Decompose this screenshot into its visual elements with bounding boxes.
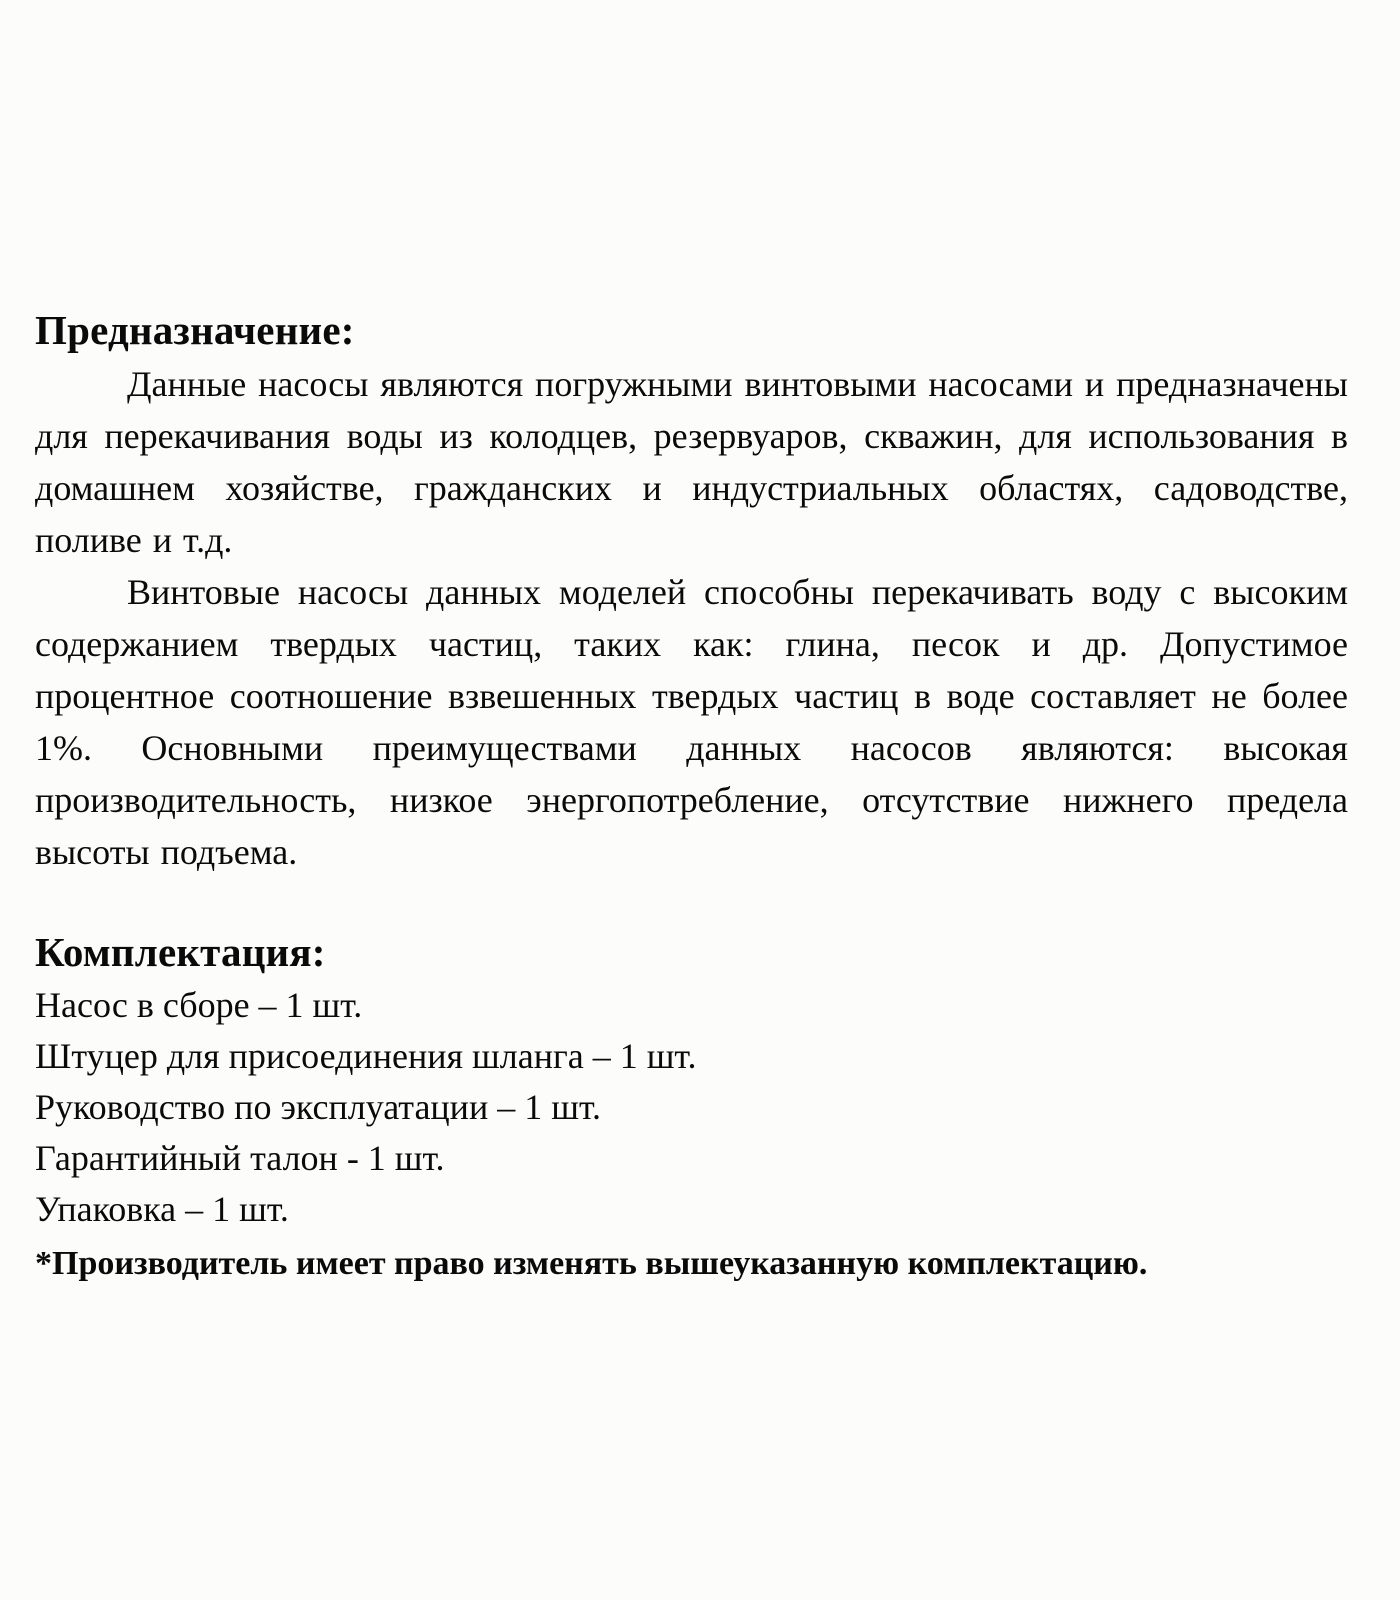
section-purpose bbox=[35, 302, 1348, 878]
package-heading: Комплектация: bbox=[35, 929, 326, 975]
purpose-heading: Предназначение: bbox=[35, 307, 355, 353]
package-items-list bbox=[35, 980, 1348, 1235]
package-item-warranty-card: Гарантийный талон - 1 шт. bbox=[35, 1138, 445, 1178]
manufacturer-note: *Производитель имеет право изменять вышеуказанную комплектацию. bbox=[35, 1245, 1148, 1282]
purpose-paragraph-1: Данные насосы являются погружными винтовыми насосами и предназначены для перекачивания воды из колодцев, резервуаров, скважин, для использования в домашнем хозяйстве, гражданских и индустриальных областях, садоводстве, поливе и т.д. bbox=[35, 364, 1348, 560]
package-item-packaging: Упаковка – 1 шт. bbox=[35, 1189, 289, 1229]
section-package bbox=[35, 924, 1348, 1290]
purpose-paragraph-2: Винтовые насосы данных моделей способны перекачивать воду с высоким содержанием твердых частиц, таких как: глина, песок и др. Допустимое процентное соотношение взвешенных твердых частиц в воде составляет не более 1%. Основными преимуществами данных насосов являются: высокая производительность, низкое энергопотребление, отсутствие нижнего предела высоты подъема. bbox=[35, 572, 1348, 872]
package-item-fitting: Штуцер для присоединения шланга – 1 шт. bbox=[35, 1036, 697, 1076]
package-item-pump: Насос в сборе – 1 шт. bbox=[35, 985, 363, 1025]
document-page bbox=[35, 302, 1348, 1290]
package-item-manual: Руководство по эксплуатации – 1 шт. bbox=[35, 1087, 601, 1127]
